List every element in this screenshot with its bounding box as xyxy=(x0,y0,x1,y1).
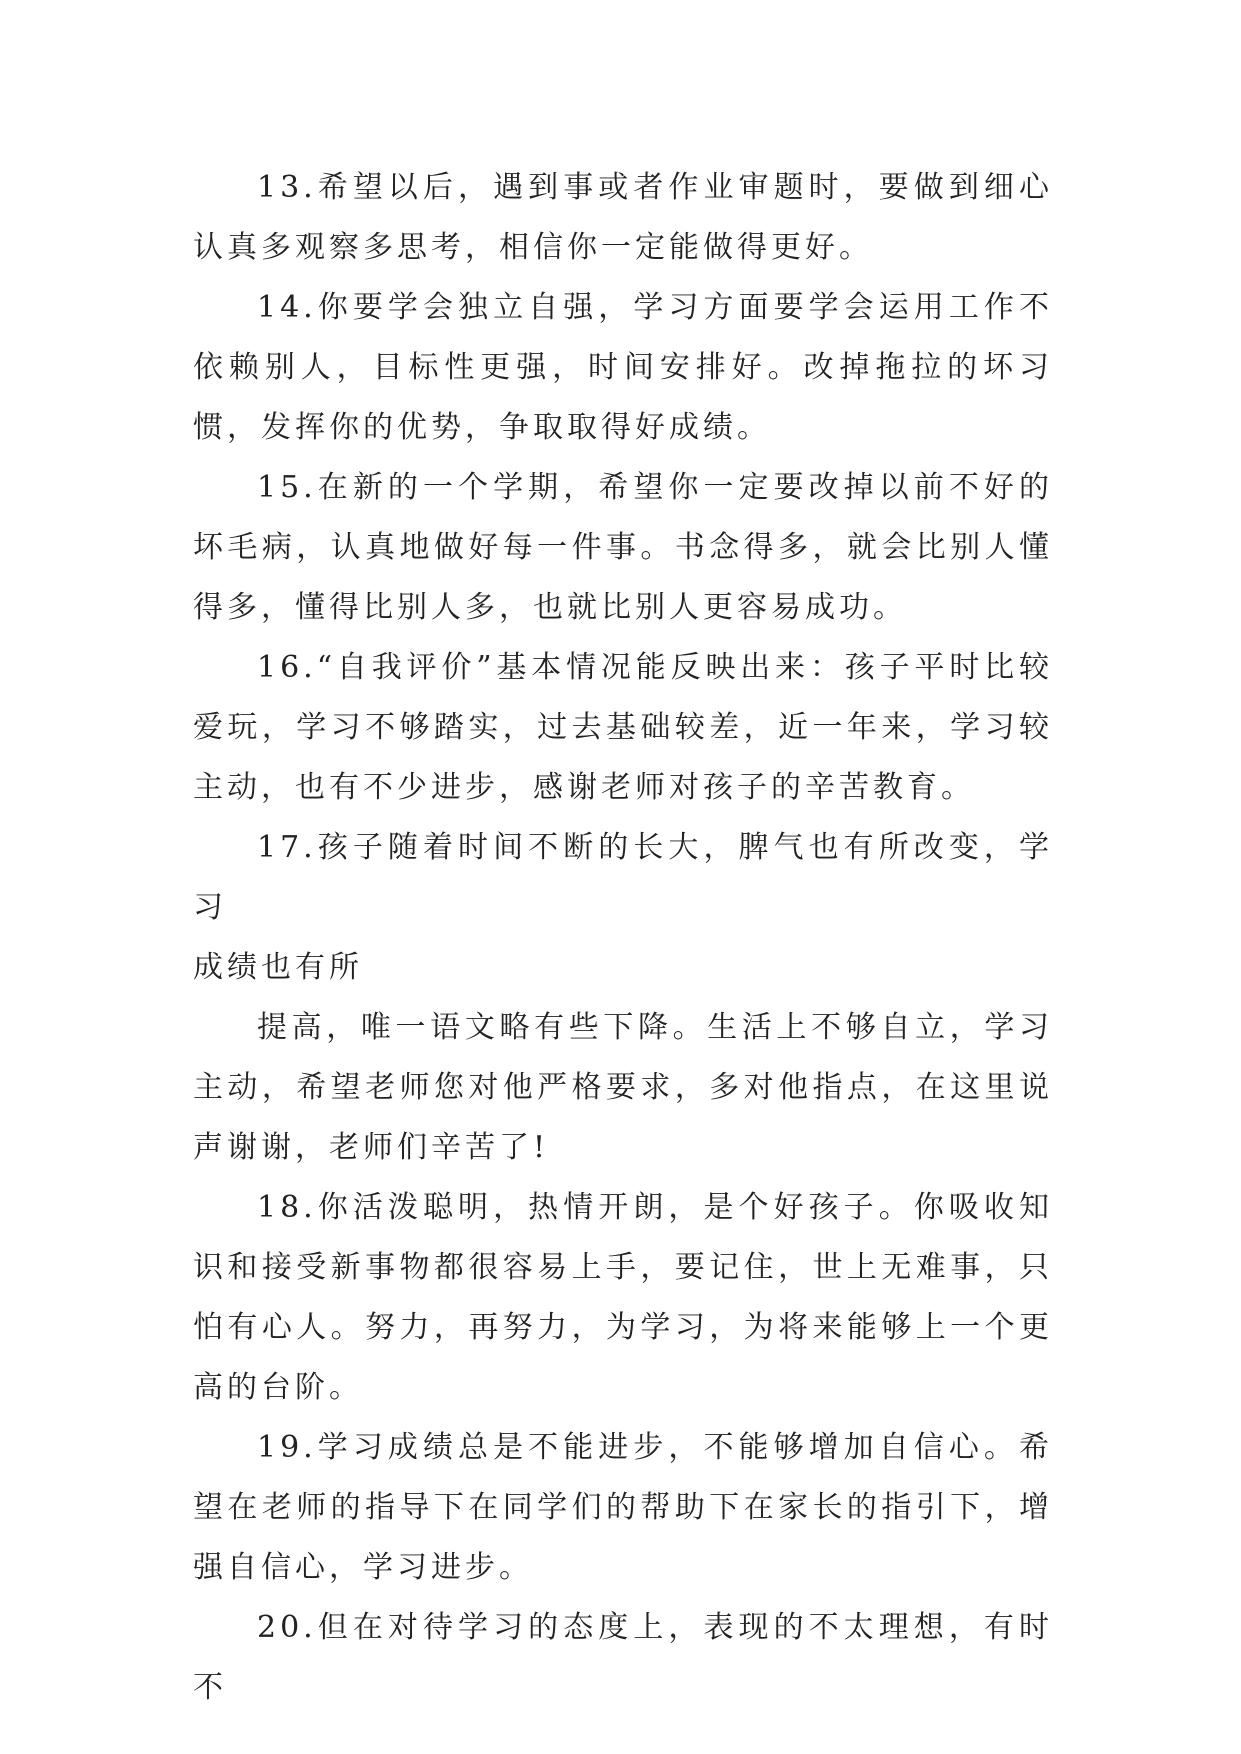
paragraph-15: 15.在新的一个学期，希望你一定要改掉以前不好的坏毛病，认真地做好每一件事。书念得多，就会比别人懂得多，懂得比别人多，也就比别人更容易成功。 xyxy=(193,470,1053,625)
document-body xyxy=(193,158,1053,1718)
paragraph-18: 18.你活泼聪明，热情开朗，是个好孩子。你吸收知识和接受新事物都很容易上手，要记住，世上无难事，只怕有心人。努力，再努力，为学习，为将来能够上一个更高的台阶。 xyxy=(193,1190,1053,1405)
paragraph-19: 19.学习成绩总是不能进步，不能够增加自信心。希望在老师的指导下在同学们的帮助下在家长的指引下，增强自信心，学习进步。 xyxy=(193,1430,1053,1585)
paragraph-20: 20.但在对待学习的态度上，表现的不太理想，有时不 xyxy=(193,1610,1053,1705)
paragraph-17: 17.孩子随着时间不断的长大，脾气也有所改变，学习 成绩也有所 xyxy=(193,830,1053,985)
paragraph-16: 16.“自我评价”基本情况能反映出来：孩子平时比较爱玩，学习不够踏实，过去基础较差，近一年来，学习较主动，也有不少进步，感谢老师对孩子的辛苦教育。 xyxy=(193,650,1053,805)
paragraph-14: 14.你要学会独立自强，学习方面要学会运用工作不依赖别人，目标性更强，时间安排好。改掉拖拉的坏习惯，发挥你的优势，争取取得好成绩。 xyxy=(193,290,1053,445)
paragraph-17-continued: 提高，唯一语文略有些下降。生活上不够自立，学习主动，希望老师您对他严格要求，多对他指点，在这里说声谢谢，老师们辛苦了! xyxy=(193,1010,1053,1165)
paragraph-13: 13.希望以后，遇到事或者作业审题时，要做到细心认真多观察多思考，相信你一定能做得更好。 xyxy=(193,170,1053,265)
